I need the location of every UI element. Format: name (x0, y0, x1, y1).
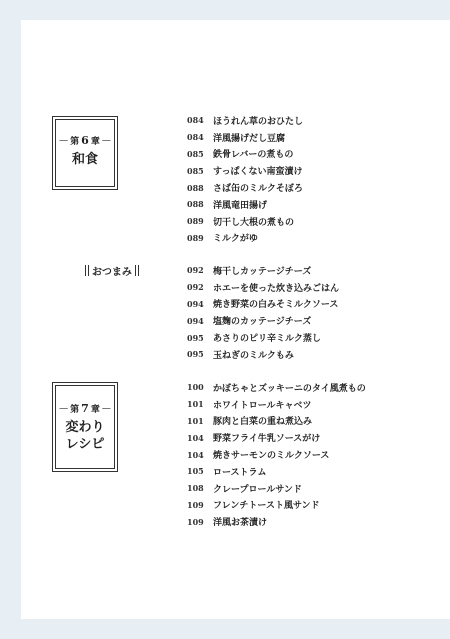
page-number: 094 (187, 298, 204, 309)
chapter-suffix: 章 (90, 405, 100, 415)
chapter-6-list (187, 112, 303, 246)
page-number: 101 (187, 415, 204, 426)
page-number: 109 (187, 516, 204, 527)
page-number: 084 (187, 115, 204, 126)
page-number: 108 (187, 483, 204, 494)
toc-entry[interactable] (187, 146, 303, 163)
toc-entry[interactable] (187, 463, 366, 480)
toc-entry[interactable] (187, 129, 303, 146)
page-number: 105 (187, 466, 204, 477)
chapter-number: 7 (81, 402, 89, 415)
recipe-title: 焼き野菜の白みそミルクソース (213, 300, 339, 311)
otsumami-title: おつまみ (92, 267, 132, 278)
otsumami-heading (85, 263, 139, 278)
toc-entry[interactable] (187, 262, 339, 279)
toc-entry[interactable] (187, 162, 303, 179)
recipe-title: フレンチトースト風サンド (213, 501, 320, 512)
toc-entry[interactable] (187, 112, 303, 129)
recipe-title: ローストラム (213, 467, 267, 478)
page-number: 092 (187, 282, 204, 293)
page-number: 089 (187, 216, 204, 227)
toc-entry[interactable] (187, 213, 303, 230)
page-number: 088 (187, 182, 204, 193)
recipe-title: 洋風竜田揚げ (213, 200, 268, 211)
toc-entry[interactable] (187, 230, 303, 247)
recipe-title: 洋風お茶漬け (213, 518, 268, 529)
toc-entry[interactable] (187, 329, 339, 346)
page-number: 101 (187, 399, 204, 410)
double-bar-right (135, 265, 139, 276)
page-number: 095 (187, 349, 204, 360)
double-bar-left (85, 265, 89, 276)
chapter-prefix: 第 (70, 137, 80, 147)
toc-entry[interactable] (187, 346, 339, 363)
recipe-title: 切干し大根の煮もの (213, 217, 295, 228)
page-number: 094 (187, 315, 204, 326)
toc-entry[interactable] (187, 513, 366, 530)
recipe-title: 洋風揚げだし豆腐 (213, 133, 286, 144)
toc-entry[interactable] (187, 497, 366, 514)
page-number: 095 (187, 332, 204, 343)
chapter-7-title-line1: 変わり (65, 420, 105, 435)
recipe-title: 梅干しカッテージチーズ (213, 266, 312, 277)
page-number: 100 (187, 382, 204, 393)
toc-entry[interactable] (187, 379, 366, 396)
page-number: 088 (187, 199, 204, 210)
recipe-title: あさりのピリ辛ミルク蒸し (213, 334, 321, 345)
toc-entry[interactable] (187, 179, 303, 196)
chapter-suffix: 章 (90, 137, 100, 147)
toc-entry[interactable] (187, 429, 366, 446)
recipe-title: クレープロールサンド (213, 484, 302, 495)
recipe-title: ホワイトロールキャベツ (213, 400, 312, 411)
page-number: 085 (187, 148, 204, 159)
book-page (21, 20, 450, 619)
recipe-title: 豚肉と白菜の重ね煮込み (213, 417, 313, 428)
chapter-6-label: — 第 6 章 — (59, 134, 111, 147)
page-number: 104 (187, 432, 204, 443)
toc-entry[interactable] (187, 396, 366, 413)
page-number: 109 (187, 499, 204, 510)
recipe-title: すっぱくない南蛮漬け (213, 167, 303, 178)
recipe-title: 塩麹のカッテージチーズ (213, 317, 312, 328)
otsumami-list (187, 262, 339, 363)
recipe-title: 野菜フライ牛乳ソースがけ (213, 434, 321, 445)
toc-entry[interactable] (187, 279, 339, 296)
toc-entry[interactable] (187, 446, 366, 463)
toc-entry[interactable] (187, 296, 339, 313)
page-number: 085 (187, 165, 204, 176)
toc-entry[interactable] (187, 312, 339, 329)
recipe-title: 焼きサーモンのミルクソース (213, 451, 330, 462)
recipe-title: ほうれん草のおひたし (213, 116, 304, 127)
page-number: 104 (187, 449, 204, 460)
chapter-7-box (52, 382, 118, 472)
recipe-title: かぼちゃとズッキーニのタイ風煮もの (213, 383, 366, 394)
recipe-title: さば缶のミルクそぼろ (213, 184, 303, 195)
chapter-7-label: — 第 7 章 — (59, 402, 111, 415)
chapter-7-title-line2: レシピ (65, 437, 105, 452)
chapter-prefix: 第 (70, 405, 80, 415)
recipe-title: ホエーを使った炊き込みごはん (213, 283, 340, 294)
chapter-7-list (187, 379, 366, 530)
recipe-title: 玉ねぎのミルクもみ (213, 350, 294, 361)
chapter-number: 6 (81, 134, 89, 147)
recipe-title: ミルクがゆ (213, 234, 258, 245)
chapter-6-box (52, 116, 118, 190)
chapter-6-title: 和食 (71, 152, 98, 167)
recipe-title: 鉄骨レバーの煮もの (213, 150, 294, 161)
page-number: 084 (187, 132, 204, 143)
page-number: 089 (187, 232, 204, 243)
toc-entry[interactable] (187, 196, 303, 213)
page-number: 092 (187, 265, 204, 276)
toc-entry[interactable] (187, 480, 366, 497)
toc-entry[interactable] (187, 413, 366, 430)
